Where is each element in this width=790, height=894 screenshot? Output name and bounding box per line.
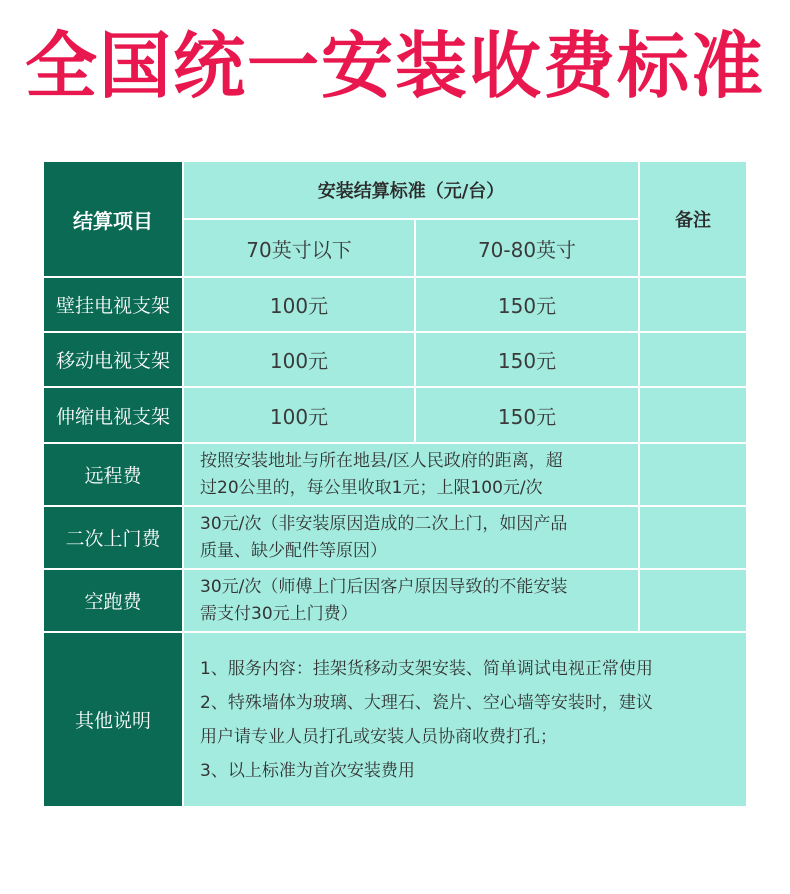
- remark-cell: [640, 507, 746, 568]
- header-remark: 备注: [640, 162, 746, 276]
- note-line: 用户请专业人员打孔或安装人员协商收费打孔；: [200, 726, 557, 747]
- row-name: 壁挂电视支架: [44, 278, 182, 331]
- fee-name: 远程费: [44, 444, 182, 505]
- header-standard: 安装结算标准（元/台）: [184, 162, 638, 218]
- fee-description: [184, 507, 638, 568]
- fee-description-line: 过20公里的，每公里收取1元；上限100元/次: [200, 477, 543, 498]
- subheader-under-70: 70英寸以下: [184, 220, 414, 276]
- fee-name: 二次上门费: [44, 507, 182, 568]
- price-under-70: 100元: [184, 333, 414, 386]
- fee-description: [184, 570, 638, 631]
- note-line: 1、服务内容：挂架货移动支架安装、简单调试电视正常使用: [200, 658, 653, 679]
- row-name: 移动电视支架: [44, 333, 182, 386]
- price-under-70: 100元: [184, 278, 414, 331]
- header-item: 结算项目: [44, 162, 182, 276]
- price-under-70: 100元: [184, 388, 414, 442]
- price-70-80: 150元: [416, 388, 638, 442]
- row-name: 伸缩电视支架: [44, 388, 182, 442]
- other-notes: [184, 633, 746, 806]
- price-70-80: 150元: [416, 333, 638, 386]
- fee-description-line: 需支付30元上门费）: [200, 603, 358, 624]
- remark-cell: [640, 444, 746, 505]
- remark-cell: [640, 570, 746, 631]
- note-line: 3、以上标准为首次安装费用: [200, 760, 415, 781]
- remark-cell: [640, 278, 746, 331]
- other-notes-label: 其他说明: [44, 633, 182, 806]
- remark-cell: [640, 388, 746, 442]
- fee-name: 空跑费: [44, 570, 182, 631]
- fee-description-line: 质量、缺少配件等原因）: [200, 540, 387, 561]
- page-title: 全国统一安装收费标准: [24, 24, 765, 108]
- fee-description: [184, 444, 638, 505]
- fee-description-line: 按照安装地址与所在地县/区人民政府的距离，超: [200, 450, 563, 471]
- note-line: 2、特殊墙体为玻璃、大理石、瓷片、空心墙等安装时，建议: [200, 692, 653, 713]
- fee-description-line: 30元/次（非安装原因造成的二次上门，如因产品: [200, 513, 568, 534]
- price-70-80: 150元: [416, 278, 638, 331]
- subheader-70-80: 70-80英寸: [416, 220, 638, 276]
- fee-table: [44, 162, 746, 806]
- remark-cell: [640, 333, 746, 386]
- fee-description-line: 30元/次（师傅上门后因客户原因导致的不能安装: [200, 576, 568, 597]
